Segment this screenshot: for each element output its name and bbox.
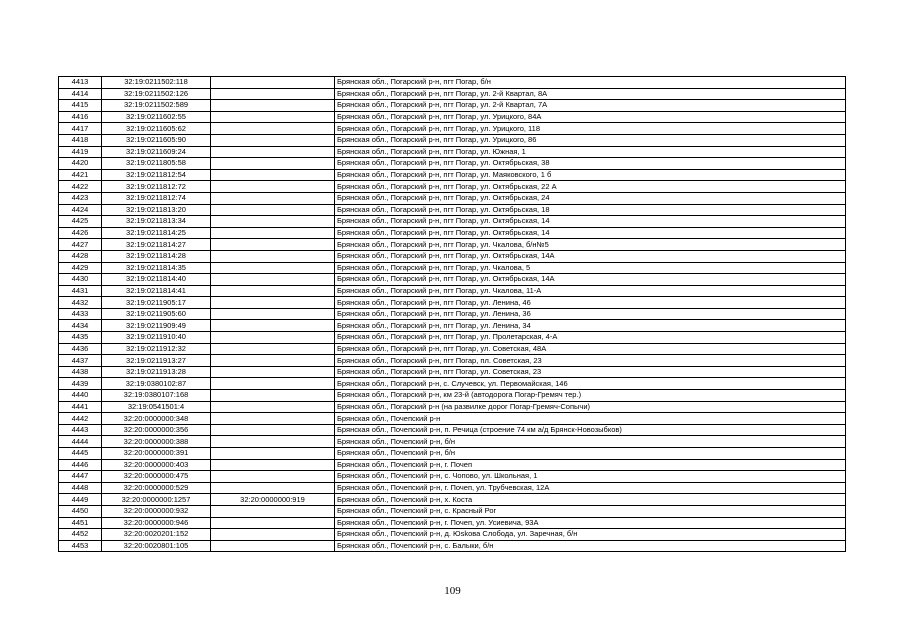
table-row [59, 192, 846, 204]
table-row [59, 123, 846, 135]
row-number-cell: 4434 [59, 320, 102, 332]
table-row [59, 505, 846, 517]
cadastral-table [58, 76, 846, 552]
address-cell: Брянская обл., Почепский р-н, п. Речица (строение 74 км а/д Брянск-Новозыбков) [335, 424, 846, 436]
address-cell: Брянская обл., Погарский р-н, пгт Погар, ул. Южная, 1 [335, 146, 846, 158]
previous-number-cell [211, 146, 335, 158]
cadastral-number-cell: 32:19:0211805:58 [102, 158, 211, 170]
address-cell: Брянская обл., Погарский р-н, пгт Погар, ул. Октябрьская, 14А [335, 274, 846, 286]
cadastral-number-cell: 32:19:0211814:40 [102, 274, 211, 286]
previous-number-cell [211, 239, 335, 251]
cadastral-number-cell: 32:19:0211910:40 [102, 332, 211, 344]
table-row [59, 332, 846, 344]
address-cell: Брянская обл., Погарский р-н, пгт Погар, ул. Ленина, 34 [335, 320, 846, 332]
address-cell: Брянская обл., Погарский р-н, пгт Погар, ул. Советская, 23 [335, 366, 846, 378]
cadastral-number-cell: 32:19:0211812:74 [102, 192, 211, 204]
cadastral-number-cell: 32:20:0000000:403 [102, 459, 211, 471]
address-cell: Брянская обл., Погарский р-н, пгт Погар, ул. 2-й Квартал, 8А [335, 88, 846, 100]
table-row [59, 274, 846, 286]
cadastral-number-cell: 32:19:0211814:25 [102, 227, 211, 239]
row-number-cell: 4423 [59, 192, 102, 204]
address-cell: Брянская обл., Погарский р-н, пгт Погар, ул. Октябрьская, 18 [335, 204, 846, 216]
page-number: 109 [444, 585, 461, 597]
previous-number-cell [211, 216, 335, 228]
address-cell: Брянская обл., Погарский р-н, пгт Погар, ул. Маяковского, 1 б [335, 169, 846, 181]
row-number-cell: 4451 [59, 517, 102, 529]
previous-number-cell [211, 169, 335, 181]
row-number-cell: 4433 [59, 308, 102, 320]
previous-number-cell [211, 343, 335, 355]
previous-number-cell: 32:20:0000000:919 [211, 494, 335, 506]
cadastral-number-cell: 32:20:0020201:152 [102, 529, 211, 541]
address-cell: Брянская обл., Погарский р-н, с. Случевск, ул. Первомайская, 146 [335, 378, 846, 390]
previous-number-cell [211, 390, 335, 402]
table-row [59, 100, 846, 112]
address-cell: Брянская обл., Погарский р-н, пгт Погар, ул. Октябрьская, 38 [335, 158, 846, 170]
address-cell: Брянская обл., Погарский р-н, пгт Погар, ул. Октябрьская, 24 [335, 192, 846, 204]
cadastral-number-cell: 32:19:0211814:28 [102, 250, 211, 262]
cadastral-number-cell: 32:20:0000000:475 [102, 471, 211, 483]
previous-number-cell [211, 250, 335, 262]
row-number-cell: 4419 [59, 146, 102, 158]
previous-number-cell [211, 274, 335, 286]
table-row [59, 262, 846, 274]
previous-number-cell [211, 482, 335, 494]
cadastral-number-cell: 32:20:0000000:388 [102, 436, 211, 448]
address-cell: Брянская обл., Погарский р-н, пгт Погар, ул. 2-й Квартал, 7А [335, 100, 846, 112]
address-cell: Брянская обл., Почепский р-н, д. Юskова Слобода, ул. Заречная, б/н [335, 529, 846, 541]
address-cell: Брянская обл., Погарский р-н, пгт Погар, ул. Чкалова, б/н№5 [335, 239, 846, 251]
table-row [59, 250, 846, 262]
table-row [59, 390, 846, 402]
address-cell: Брянская обл., Почепский р-н, с. Чопово, ул. Школьная, 1 [335, 471, 846, 483]
cadastral-number-cell: 32:19:0211913:27 [102, 355, 211, 367]
row-number-cell: 4443 [59, 424, 102, 436]
row-number-cell: 4437 [59, 355, 102, 367]
table-row [59, 448, 846, 460]
cadastral-number-cell: 32:20:0000000:946 [102, 517, 211, 529]
cadastral-number-cell: 32:19:0211814:41 [102, 285, 211, 297]
address-cell: Брянская обл., Погарский р-н, пгт Погар, ул. Октябрьская, 14 [335, 227, 846, 239]
row-number-cell: 4430 [59, 274, 102, 286]
previous-number-cell [211, 424, 335, 436]
row-number-cell: 4421 [59, 169, 102, 181]
previous-number-cell [211, 505, 335, 517]
table-row [59, 343, 846, 355]
row-number-cell: 4435 [59, 332, 102, 344]
row-number-cell: 4424 [59, 204, 102, 216]
row-number-cell: 4420 [59, 158, 102, 170]
address-cell: Брянская обл., Погарский р-н, пгт Погар, пл. Советская, 23 [335, 355, 846, 367]
address-cell: Брянская обл., Погарский р-н, пгт Погар, ул. Октябрьская, 22 А [335, 181, 846, 193]
previous-number-cell [211, 204, 335, 216]
table-row [59, 297, 846, 309]
previous-number-cell [211, 517, 335, 529]
previous-number-cell [211, 181, 335, 193]
row-number-cell: 4448 [59, 482, 102, 494]
table-row [59, 459, 846, 471]
cadastral-number-cell: 32:19:0380102:87 [102, 378, 211, 390]
cadastral-number-cell: 32:19:0211812:54 [102, 169, 211, 181]
address-cell: Брянская обл., Почепский р-н, б/н [335, 448, 846, 460]
table-row [59, 366, 846, 378]
table-row [59, 146, 846, 158]
previous-number-cell [211, 88, 335, 100]
row-number-cell: 4449 [59, 494, 102, 506]
table-row [59, 239, 846, 251]
cadastral-number-cell: 32:19:0211609:24 [102, 146, 211, 158]
table-row [59, 529, 846, 541]
previous-number-cell [211, 285, 335, 297]
row-number-cell: 4453 [59, 540, 102, 552]
previous-number-cell [211, 227, 335, 239]
cadastral-number-cell: 32:19:0211913:28 [102, 366, 211, 378]
table-row [59, 134, 846, 146]
cadastral-number-cell: 32:19:0211814:27 [102, 239, 211, 251]
address-cell: Брянская обл., Почепский р-н [335, 413, 846, 425]
table-row [59, 169, 846, 181]
cadastral-number-cell: 32:19:0211602:55 [102, 111, 211, 123]
address-cell: Брянская обл., Погарский р-н, пгт Погар, ул. Пролетарская, 4-А [335, 332, 846, 344]
address-cell: Брянская обл., Погарский р-н, пгт Погар, ул. Урицкого, 84А [335, 111, 846, 123]
address-cell: Брянская обл., Погарский р-н, пгт Погар, ул. Чкалова, 5 [335, 262, 846, 274]
previous-number-cell [211, 366, 335, 378]
previous-number-cell [211, 297, 335, 309]
previous-number-cell [211, 262, 335, 274]
table-row [59, 482, 846, 494]
row-number-cell: 4416 [59, 111, 102, 123]
row-number-cell: 4445 [59, 448, 102, 460]
row-number-cell: 4452 [59, 529, 102, 541]
table-row [59, 158, 846, 170]
cadastral-number-cell: 32:20:0020801:105 [102, 540, 211, 552]
row-number-cell: 4441 [59, 401, 102, 413]
cadastral-number-cell: 32:19:0211909:49 [102, 320, 211, 332]
previous-number-cell [211, 471, 335, 483]
previous-number-cell [211, 355, 335, 367]
cadastral-number-cell: 32:20:0000000:348 [102, 413, 211, 425]
row-number-cell: 4436 [59, 343, 102, 355]
table-row [59, 285, 846, 297]
row-number-cell: 4418 [59, 134, 102, 146]
previous-number-cell [211, 401, 335, 413]
cadastral-number-cell: 32:19:0211605:90 [102, 134, 211, 146]
cadastral-number-cell: 32:19:0211502:126 [102, 88, 211, 100]
address-cell: Брянская обл., Погарский р-н, пгт Погар, ул. Октябрьская, 14А [335, 250, 846, 262]
table-row [59, 216, 846, 228]
cadastral-number-cell: 32:20:0000000:391 [102, 448, 211, 460]
previous-number-cell [211, 436, 335, 448]
table-row [59, 436, 846, 448]
row-number-cell: 4447 [59, 471, 102, 483]
cadastral-number-cell: 32:19:0541501:4 [102, 401, 211, 413]
cadastral-number-cell: 32:20:0000000:529 [102, 482, 211, 494]
cadastral-number-cell: 32:19:0211813:20 [102, 204, 211, 216]
row-number-cell: 4425 [59, 216, 102, 228]
cadastral-number-cell: 32:19:0211912:32 [102, 343, 211, 355]
address-cell: Брянская обл., Почепский р-н, г. Почеп, ул. Усиевича, 93А [335, 517, 846, 529]
row-number-cell: 4450 [59, 505, 102, 517]
row-number-cell: 4413 [59, 77, 102, 89]
cadastral-number-cell: 32:19:0211605:62 [102, 123, 211, 135]
address-cell: Брянская обл., Погарский р-н, пгт Погар, ул. Ленина, 46 [335, 297, 846, 309]
previous-number-cell [211, 448, 335, 460]
row-number-cell: 4444 [59, 436, 102, 448]
cadastral-number-cell: 32:19:0211502:118 [102, 77, 211, 89]
previous-number-cell [211, 123, 335, 135]
address-cell: Брянская обл., Погарский р-н, пгт Погар, ул. Урицкого, 86 [335, 134, 846, 146]
table-row [59, 181, 846, 193]
previous-number-cell [211, 529, 335, 541]
previous-number-cell [211, 320, 335, 332]
previous-number-cell [211, 111, 335, 123]
table-row [59, 77, 846, 89]
row-number-cell: 4439 [59, 378, 102, 390]
table-row [59, 471, 846, 483]
table-row [59, 494, 846, 506]
row-number-cell: 4414 [59, 88, 102, 100]
table-row [59, 517, 846, 529]
previous-number-cell [211, 134, 335, 146]
cadastral-number-cell: 32:19:0211905:60 [102, 308, 211, 320]
table-row [59, 88, 846, 100]
cadastral-number-cell: 32:19:0211502:589 [102, 100, 211, 112]
row-number-cell: 4426 [59, 227, 102, 239]
row-number-cell: 4427 [59, 239, 102, 251]
row-number-cell: 4446 [59, 459, 102, 471]
address-cell: Брянская обл., Почепский р-н, с. Красный Рог [335, 505, 846, 517]
address-cell: Брянская обл., Почепский р-н, г. Почеп, ул. Трубчевская, 12А [335, 482, 846, 494]
row-number-cell: 4428 [59, 250, 102, 262]
address-cell: Брянская обл., Почепский р-н, х. Коста [335, 494, 846, 506]
table-row [59, 378, 846, 390]
row-number-cell: 4417 [59, 123, 102, 135]
previous-number-cell [211, 77, 335, 89]
table-row [59, 424, 846, 436]
cadastral-number-cell: 32:20:0000000:932 [102, 505, 211, 517]
row-number-cell: 4440 [59, 390, 102, 402]
previous-number-cell [211, 192, 335, 204]
table-row [59, 204, 846, 216]
row-number-cell: 4422 [59, 181, 102, 193]
previous-number-cell [211, 378, 335, 390]
address-cell: Брянская обл., Погарский р-н, пгт Погар, ул. Советская, 48А [335, 343, 846, 355]
table-row [59, 227, 846, 239]
table-row [59, 413, 846, 425]
table-row [59, 401, 846, 413]
address-cell: Брянская обл., Почепский р-н, с. Балыки, б/н [335, 540, 846, 552]
address-cell: Брянская обл., Погарский р-н, пгт Погар, ул. Ленина, 36 [335, 308, 846, 320]
row-number-cell: 4415 [59, 100, 102, 112]
cadastral-number-cell: 32:20:0000000:356 [102, 424, 211, 436]
address-cell: Брянская обл., Погарский р-н, пгт Погар, ул. Октябрьская, 14 [335, 216, 846, 228]
table-row [59, 540, 846, 552]
row-number-cell: 4442 [59, 413, 102, 425]
previous-number-cell [211, 540, 335, 552]
previous-number-cell [211, 413, 335, 425]
cadastral-number-cell: 32:19:0211813:34 [102, 216, 211, 228]
cadastral-number-cell: 32:19:0211814:35 [102, 262, 211, 274]
cadastral-number-cell: 32:19:0211812:72 [102, 181, 211, 193]
table-row [59, 355, 846, 367]
table-row [59, 320, 846, 332]
previous-number-cell [211, 100, 335, 112]
row-number-cell: 4432 [59, 297, 102, 309]
cadastral-number-cell: 32:19:0211905:17 [102, 297, 211, 309]
row-number-cell: 4438 [59, 366, 102, 378]
previous-number-cell [211, 308, 335, 320]
address-cell: Брянская обл., Погарский р-н, пгт Погар, ул. Урицкого, 118 [335, 123, 846, 135]
address-cell: Брянская обл., Погарский р-н, пгт Погар, б/н [335, 77, 846, 89]
address-cell: Брянская обл., Почепский р-н, б/н [335, 436, 846, 448]
address-cell: Брянская обл., Погарский р-н, км 23-й (автодорога Погар-Гремяч тер.) [335, 390, 846, 402]
table-row [59, 111, 846, 123]
cadastral-number-cell: 32:19:0380107:168 [102, 390, 211, 402]
row-number-cell: 4431 [59, 285, 102, 297]
row-number-cell: 4429 [59, 262, 102, 274]
address-cell: Брянская обл., Почепский р-н, г. Почеп [335, 459, 846, 471]
previous-number-cell [211, 158, 335, 170]
previous-number-cell [211, 459, 335, 471]
address-cell: Брянская обл., Погарский р-н (на развилке дорог Погар-Гремяч-Сопычи) [335, 401, 846, 413]
table-body [59, 77, 846, 552]
previous-number-cell [211, 332, 335, 344]
table-row [59, 308, 846, 320]
cadastral-number-cell: 32:20:0000000:1257 [102, 494, 211, 506]
address-cell: Брянская обл., Погарский р-н, пгт Погар, ул. Чкалова, 11-А [335, 285, 846, 297]
